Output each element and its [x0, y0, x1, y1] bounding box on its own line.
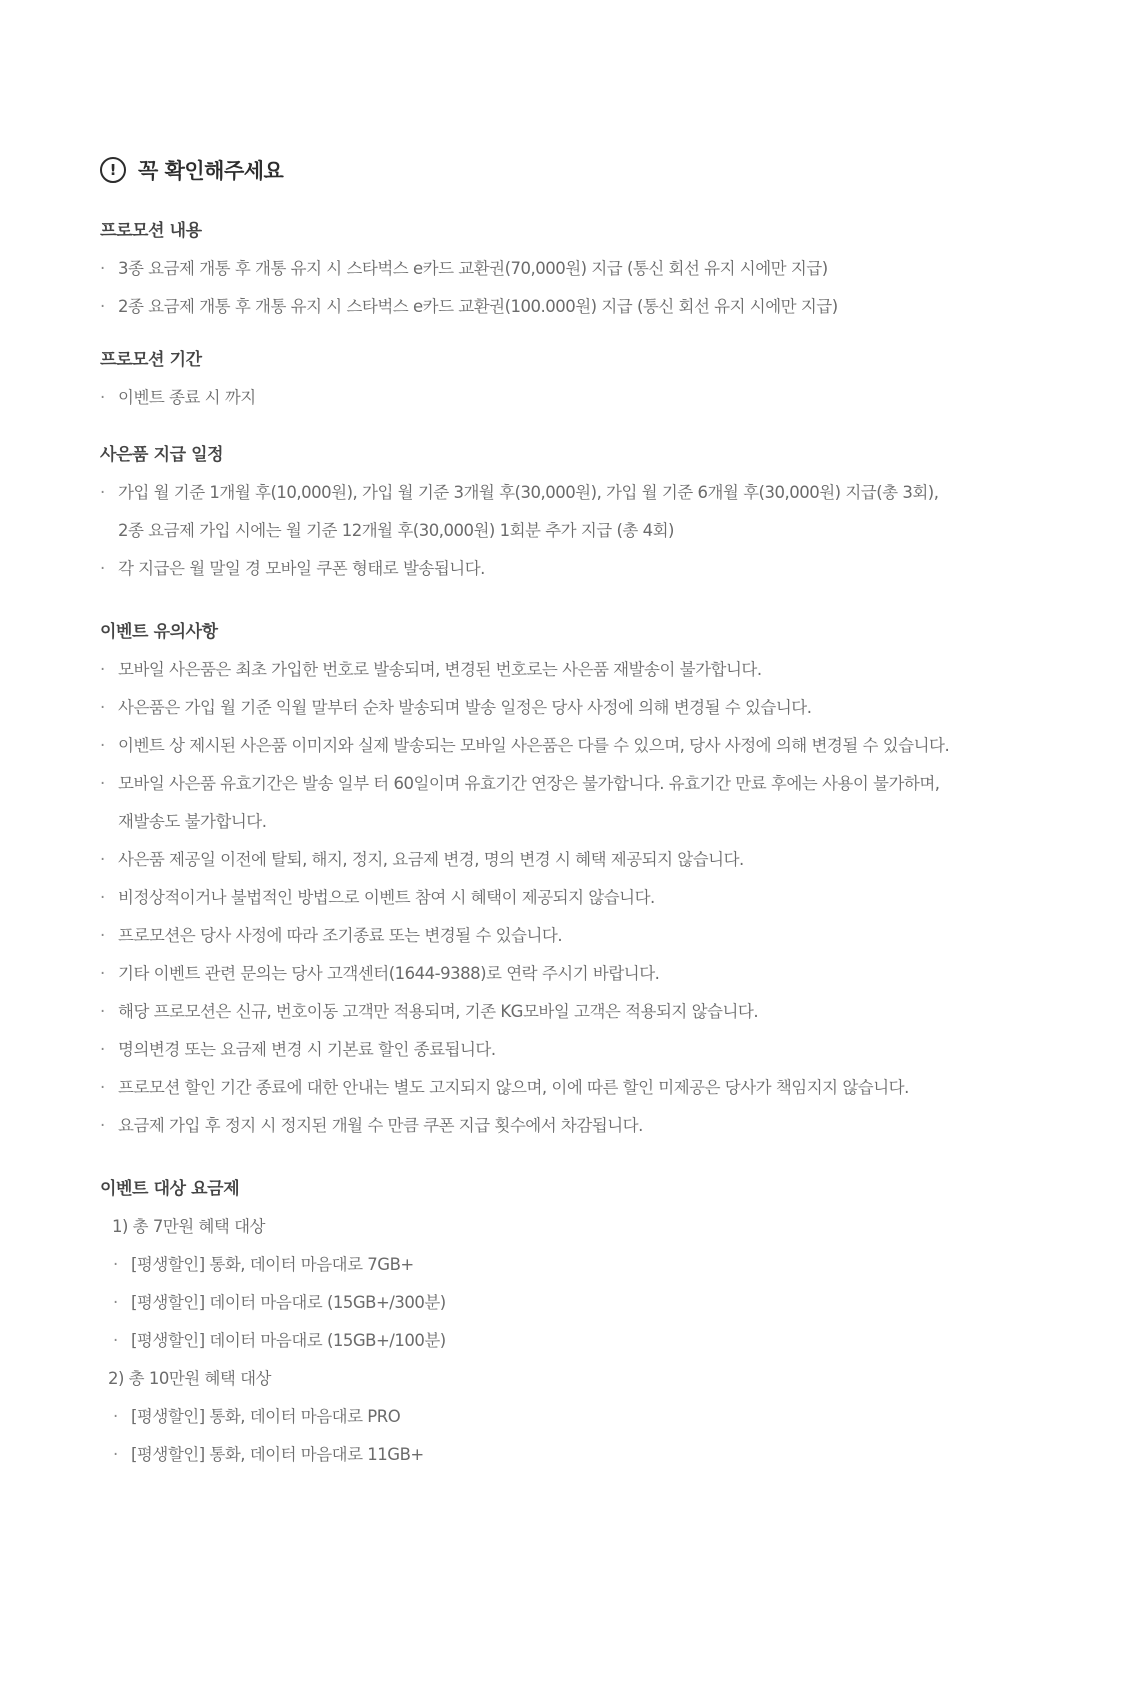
section-heading: 이벤트 대상 요금제	[100, 1179, 240, 1199]
list-item: · 사은품은 가입 월 기준 익월 말부터 순차 발송되며 발송 일정은 당사 사정에 의해 변경될 수 있습니다.	[100, 689, 1130, 727]
plan-item: · [평생할인] 통화, 데이터 마음대로 7GB+	[100, 1246, 1130, 1284]
promotion-content-list	[100, 250, 1130, 326]
exclamation-circle-icon: !	[100, 157, 126, 183]
section-promotion-content	[100, 213, 1130, 326]
plan-group-list	[100, 1246, 1130, 1360]
notice-header	[100, 148, 1130, 192]
list-item: · 각 지급은 월 말일 경 모바일 쿠폰 형태로 발송됩니다.	[100, 550, 1130, 588]
plan-item: · [평생할인] 통화, 데이터 마음대로 PRO	[100, 1398, 1130, 1436]
list-item: · 기타 이벤트 관련 문의는 당사 고객센터(1644-9388)로 연락 주시기 바랍니다.	[100, 955, 1130, 993]
page-title: 꼭 확인해주세요	[138, 159, 284, 183]
section-heading: 프로모션 내용	[100, 221, 202, 241]
plan-item: · [평생할인] 데이터 마음대로 (15GB+/300분)	[100, 1284, 1130, 1322]
list-item: · 요금제 가입 후 정지 시 정지된 개월 수 만큼 쿠폰 지급 횟수에서 차감됩니다.	[100, 1107, 1130, 1145]
event-notes-list	[100, 651, 1130, 1145]
plan-item: · [평생할인] 데이터 마음대로 (15GB+/100분)	[100, 1322, 1130, 1360]
list-item: · 3종 요금제 개통 후 개통 유지 시 스타벅스 e카드 교환권(70,000원) 지급 (통신 회선 유지 시에만 지급)	[100, 250, 1130, 288]
section-gift-schedule	[100, 437, 1130, 588]
list-item: · 이벤트 종료 시 까지	[100, 379, 1130, 417]
section-heading: 프로모션 기간	[100, 350, 202, 370]
list-item: · 해당 프로모션은 신규, 번호이동 고객만 적용되며, 기존 KG모바일 고객은 적용되지 않습니다.	[100, 993, 1130, 1031]
section-heading: 이벤트 유의사항	[100, 622, 218, 642]
list-item: · 프로모션 할인 기간 종료에 대한 안내는 별도 고지되지 않으며, 이에 따른 할인 미제공은 당사가 책임지지 않습니다.	[100, 1069, 1130, 1107]
section-promotion-period	[100, 342, 1130, 417]
plan-group-label: 1) 총 7만원 혜택 대상	[112, 1217, 265, 1236]
list-item: · 명의변경 또는 요금제 변경 시 기본료 할인 종료됩니다.	[100, 1031, 1130, 1069]
plan-item: · [평생할인] 통화, 데이터 마음대로 11GB+	[100, 1436, 1130, 1474]
list-item: · 사은품 제공일 이전에 탈퇴, 해지, 정지, 요금제 변경, 명의 변경 시 혜택 제공되지 않습니다.	[100, 841, 1130, 879]
list-item: · 비정상적이거나 불법적인 방법으로 이벤트 참여 시 혜택이 제공되지 않습니다.	[100, 879, 1130, 917]
list-item-continuation: 재발송도 불가합니다.	[118, 812, 267, 831]
list-item: · 프로모션은 당사 사정에 따라 조기종료 또는 변경될 수 있습니다.	[100, 917, 1130, 955]
list-item: · 모바일 사은품 유효기간은 발송 일부 터 60일이며 유효기간 연장은 불가합니다. 유효기간 만료 후에는 사용이 불가하며,	[100, 765, 1130, 803]
gift-schedule-list	[100, 474, 1130, 588]
section-event-notes	[100, 614, 1130, 1145]
section-heading: 사은품 지급 일정	[100, 445, 224, 465]
plan-group-label: 2) 총 10만원 혜택 대상	[108, 1369, 271, 1388]
promotion-period-list	[100, 379, 1130, 417]
list-item-continuation: 2종 요금제 가입 시에는 월 기준 12개월 후(30,000원) 1회분 추가 지급 (총 4회)	[118, 521, 674, 540]
list-item: · 2종 요금제 개통 후 개통 유지 시 스타벅스 e카드 교환권(100.000원) 지급 (통신 회선 유지 시에만 지급)	[100, 288, 1130, 326]
plan-group-list	[100, 1398, 1130, 1474]
section-target-plans	[100, 1171, 1130, 1474]
list-item: · 가입 월 기준 1개월 후(10,000원), 가입 월 기준 3개월 후(30,000원), 가입 월 기준 6개월 후(30,000원) 지급(총 3회),	[100, 474, 1130, 512]
list-item: · 모바일 사은품은 최초 가입한 번호로 발송되며, 변경된 번호로는 사은품 재발송이 불가합니다.	[100, 651, 1130, 689]
list-item: · 이벤트 상 제시된 사은품 이미지와 실제 발송되는 모바일 사은품은 다를 수 있으며, 당사 사정에 의해 변경될 수 있습니다.	[100, 727, 1130, 765]
